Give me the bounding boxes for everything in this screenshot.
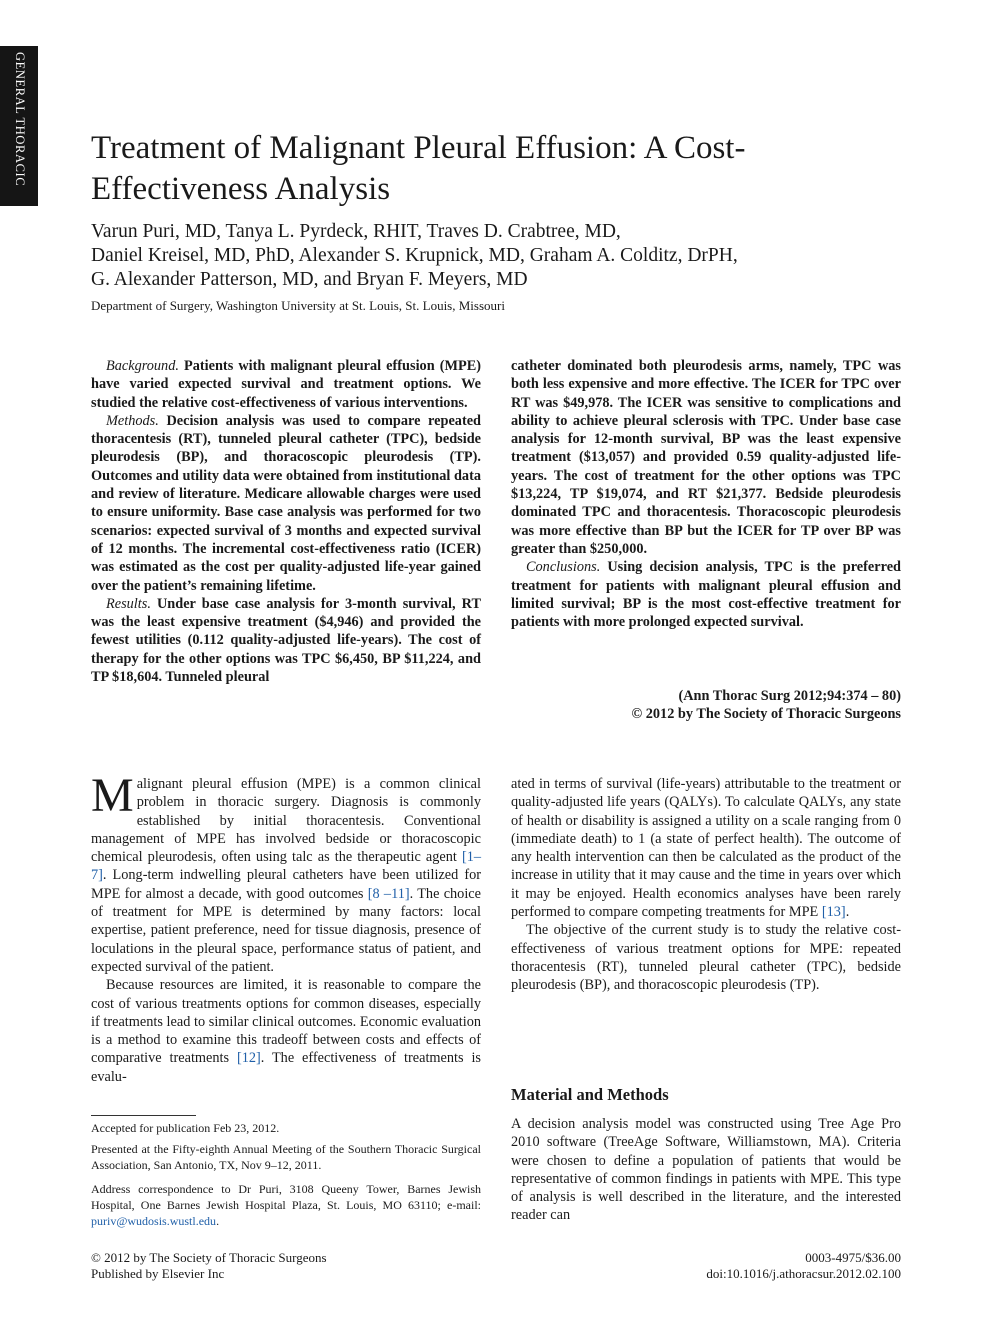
body-left-column <box>91 769 481 1086</box>
email-link[interactable]: puriv@wudosis.wustl.edu <box>91 1214 217 1229</box>
author-name: and Bryan F. Meyers, <box>318 269 492 290</box>
body-right-column <box>511 775 901 995</box>
body-paragraph: Because resources are limited, it is reasonable to compare the cost of various treatments options for common diseases, especially if treatments lead to similar clinical outcomes. Economic evaluation is a method to examine this tradeoff between costs and effects of comparative treatments [12]. The effectiveness of treatments is evalu- <box>91 977 481 1085</box>
author-line <box>91 220 901 244</box>
body-paragraph: The objective of the current study is to study the relative cost-effectiveness of various treatment options for MPE: repeated thoracentesis (RT), tunneled pleural catheter (TPC), bedside pleurodesis (BP), and thoracoscopic pleurodesis (TP). <box>511 922 901 994</box>
reference-link[interactable]: [1–7] <box>91 849 481 884</box>
footnote-divider <box>91 1115 196 1116</box>
article-title: Treatment of Malignant Pleural Effusion: A Cost-Effectiveness Analysis <box>91 130 746 207</box>
footnote-accepted: Accepted for publication Feb 23, 2012. <box>91 1121 280 1135</box>
body-paragraph: ated in terms of survival (life-years) attributable to the treatment or quality-adjusted life years (QALYs). To calculate QALYs, any state of health or disability is assigned a utility on a scale ranging from 0 (immediate death) to 1 (a state of perfect health). The outcome of any health intervention can then be calculated as the product of the increase in utility that it may cause and the time in years over which it may be enjoyed. Health economics analyses have been rarely performed to compare competing treatments for MPE [13]. <box>511 776 901 921</box>
abstract-label: Results <box>106 595 148 612</box>
author-name: Daniel Kreisel, <box>91 245 210 266</box>
author-list <box>91 220 901 292</box>
author-degree: MD <box>491 269 528 290</box>
journal-citation: (Ann Thorac Surg 2012;94:374 – 80) <box>678 688 901 704</box>
abstract-right-column <box>511 357 901 631</box>
abstract-conclusions: Conclusions. Using decision analysis, TPC is the preferred treatment for patients with malignant pleural effusion and limited survival; BP is the most cost-effective treatment for patients with more prolonged expected survival. <box>511 559 901 631</box>
abstract-left-column <box>91 357 481 686</box>
author-degree: MD, <box>277 269 319 290</box>
footer-doi: doi:10.1016/j.athoracsur.2012.02.100 <box>706 1266 901 1281</box>
section-tab-label: GENERAL THORACIC <box>13 52 27 187</box>
reference-link[interactable]: [13] <box>821 904 846 921</box>
abstract-label: Methods <box>106 412 156 429</box>
abstract-label: Conclusions <box>526 559 597 576</box>
author-name: Traves D. Crabtree, <box>422 221 580 242</box>
methods-text <box>511 1115 901 1225</box>
author-degree: DrPH, <box>682 245 738 266</box>
author-name: Graham A. Colditz, <box>524 245 683 266</box>
affiliation: Department of Surgery, Washington University at St. Louis, St. Louis, Missouri <box>91 298 505 313</box>
section-tab <box>0 46 38 206</box>
abstract-background: Background. Patients with malignant pleural effusion (MPE) have varied expected survival and treatment options. We studied the relative cost-effectiveness of various interventions. <box>91 358 481 411</box>
footnote-address: Address correspondence to Dr Puri, 3108 Queeny Tower, Barnes Jewish Hospital, One Barnes Jewish Hospital Plaza, St. Louis, MO 63110; e-mail: puriv@wudosis.wustl.edu. <box>91 1182 481 1229</box>
author-line <box>91 268 901 292</box>
section-heading: Material and Methods <box>511 1085 669 1104</box>
footer-left <box>91 1250 327 1282</box>
abstract-methods: Methods. Decision analysis was used to compare repeated thoracentesis (RT), tunneled pleural catheter (TPC), bedside pleurodesis (BP), and thoracoscopic pleurodesis (TP). Outcomes and utility data were obtained from institutional data and review of literature. Medicare allowable charges were used to ensure uniformity. Base case analysis was performed for two scenarios: expected survival of 3 months and expected survival of 12 months. The incremental cost-effectiveness ratio (ICER) was estimated as the cost per quality-adjusted life-year gained over the patient’s remaining lifetime. <box>91 412 481 594</box>
abstract-label: Background <box>106 358 176 374</box>
reference-link[interactable]: [8 –11] <box>367 885 410 902</box>
abstract-results: Results. Under base case analysis for 3-month survival, RT was the least expensive treatment ($4,946) and provided the fewest utilities (0.112 quality-adjusted life-years). The cost of therapy for the other options was TPC $6,450, BP $11,224, and TP $18,604. Tunneled pleural <box>91 595 481 686</box>
footnote-presented: Presented at the Fifty-eighth Annual Meeting of the Southern Thoracic Surgical Association, San Antonio, TX, Nov 9–12, 2011. <box>91 1142 481 1173</box>
author-line <box>91 244 901 268</box>
footer-issn: 0003-4975/$36.00 <box>805 1250 901 1265</box>
footer-copyright: © 2012 by The Society of Thoracic Surgeons <box>91 1250 327 1265</box>
author-degree: RHIT, <box>368 221 422 242</box>
reference-link[interactable]: [12] <box>236 1050 261 1067</box>
footer-right <box>600 1250 901 1282</box>
author-degree: MD, <box>179 221 221 242</box>
footer-publisher: Published by Elsevier Inc <box>91 1266 225 1281</box>
abstract-results-continued: catheter dominated both pleurodesis arms, namely, TPC was both less expensive and more effective. The ICER for TPC over RT was $49,978. The ICER was sensitive to complications and ability to achieve pleural sclerosis with TPC. Under base case analysis for 12-month survival, BP was the least expensive treatment ($13,057) and provided 0.59 quality-adjusted life-years. The cost of treatment for the other options was TPC $13,224, TP $19,074, and RT $21,377. Bedside pleurodesis dominated TPC and thoracentesis. Thoracoscopic pleurodesis was more effective than BP but the ICER for TP over BP was greater than $250,000. <box>511 358 901 557</box>
body-paragraph: A decision analysis model was constructed using Tree Age Pro 2010 software (TreeAge Software, Williamstown, MA). Criteria were chosen to define a population of patients that would be representative of common findings in patients with MPE. This type of analysis is well described in the literature, and the interested reader can <box>511 1116 901 1224</box>
abstract-copyright: © 2012 by The Society of Thoracic Surgeons <box>631 706 901 722</box>
author-degree: MD, <box>579 221 621 242</box>
author-degree: MD, PhD, <box>209 245 295 266</box>
author-name: Tanya L. Pyrdeck, <box>221 221 369 242</box>
author-name: Varun Puri, <box>91 221 180 242</box>
author-degree: MD, <box>483 245 525 266</box>
drop-cap: M <box>91 769 134 822</box>
body-paragraph: Malignant pleural effusion (MPE) is a common clinical problem in thoracic surgery. Diagnosis is commonly established by initial thoracentesis. Conventional management of MPE has involved bedside or thoracoscopic chemical pleurodesis, often using talc as the therapeutic agent [1–7]. Long-term indwelling pleural catheters have been utilized for MPE for almost a decade, with good outcomes [8 –11]. The choice of treatment for MPE is determined by many factors: local expertise, patient preference, need for tissue diagnosis, presence of loculations in the pleural space, performance status of patient, and expected survival of the patient. <box>91 769 481 975</box>
author-name: Alexander S. Krupnick, <box>294 245 484 266</box>
author-name: G. Alexander Patterson, <box>91 269 278 290</box>
